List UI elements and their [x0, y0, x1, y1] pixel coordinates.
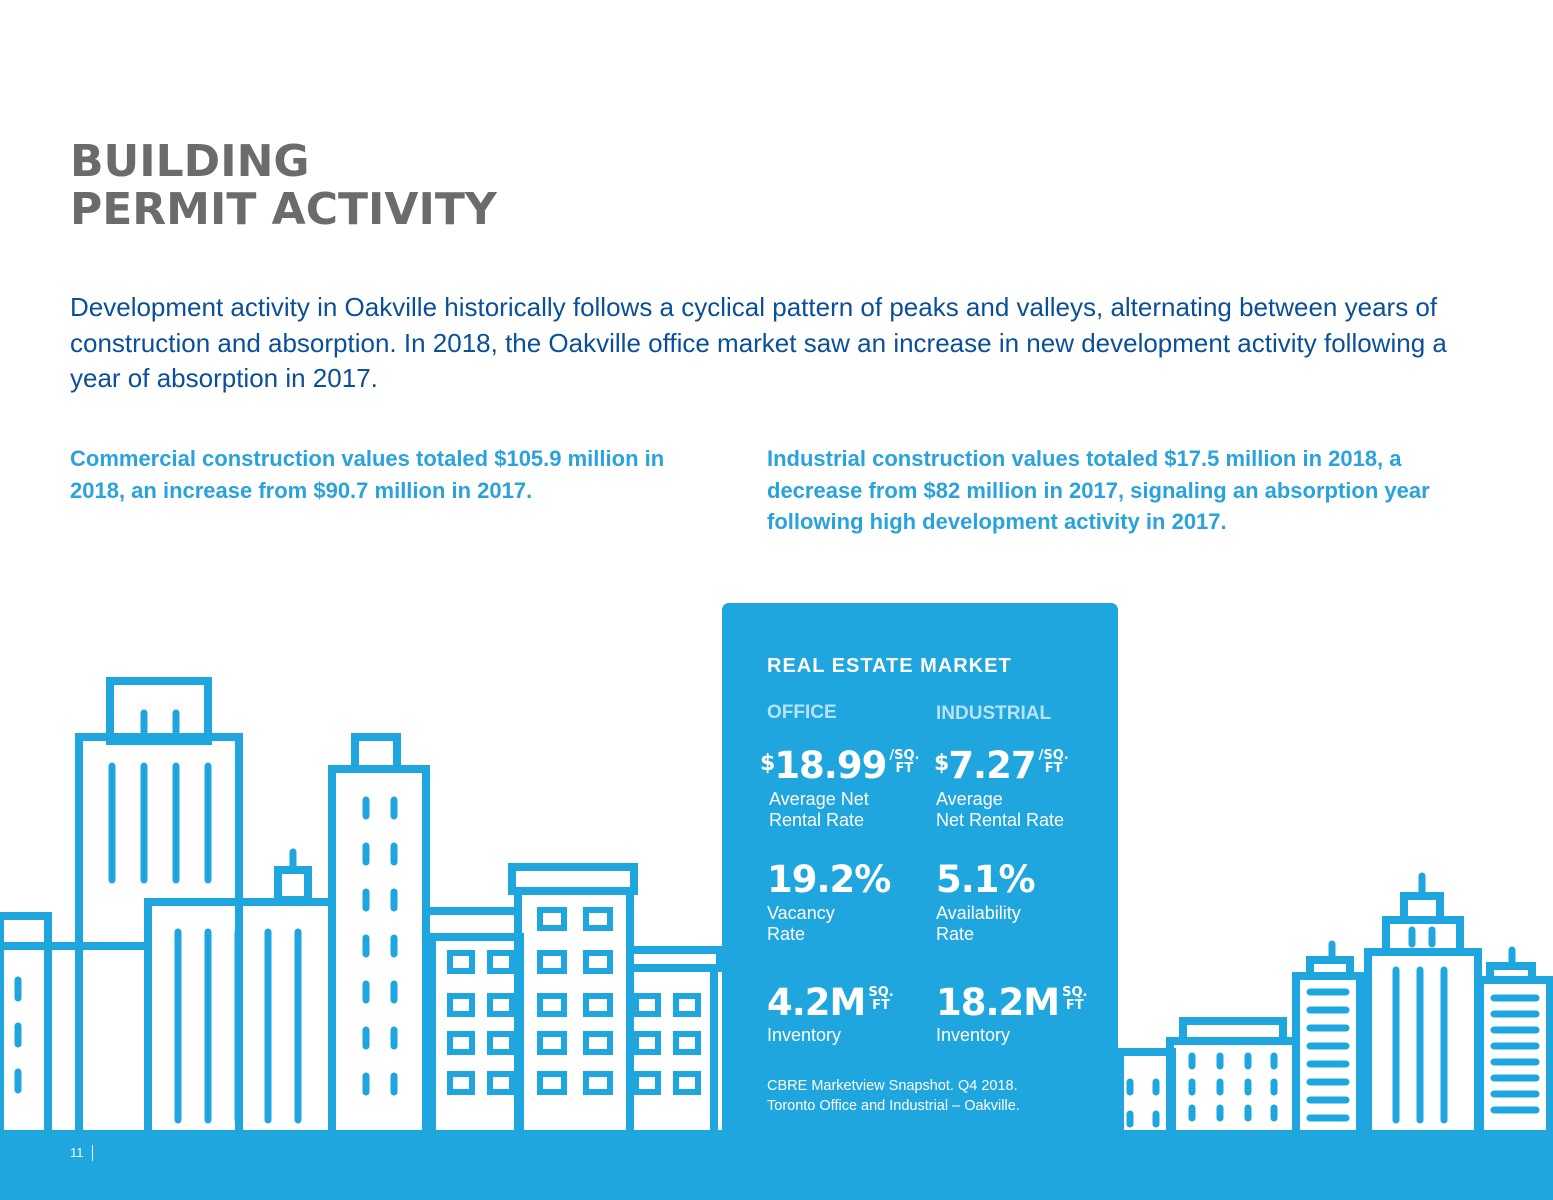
office-inventory-unit [868, 986, 893, 1012]
industrial-rent-currency: $ [934, 751, 949, 776]
industrial-construction-text: Industrial construction values totaled $17.5 million in 2018, a decrease from $82 million in 2017, signaling an absorption year following high development activity in 2017. [767, 446, 1430, 534]
industrial-rent-label-line-1: Average [936, 789, 1003, 809]
source-note [767, 1076, 1020, 1116]
industrial-availability-value: 5.1% [936, 858, 1035, 901]
industrial-rent-unit-bottom: FT [1044, 761, 1063, 776]
office-vacancy-label [767, 903, 835, 945]
industrial-rent-number: 7.27 [948, 744, 1036, 787]
office-rent-number: 18.99 [774, 744, 887, 787]
office-rent-currency: $ [760, 751, 775, 776]
industrial-inventory-number: 18.2M [936, 981, 1060, 1024]
commercial-construction-text: Commercial construction values totaled $105.9 million in 2018, an increase from $90.7 million in 2017. [70, 446, 665, 503]
office-vacancy-label-line-1: Vacancy [767, 903, 835, 923]
office-vacancy-label-line-2: Rate [767, 924, 806, 944]
office-rent-label [769, 789, 869, 831]
office-rent-unit [889, 749, 919, 775]
industrial-availability-label-line-2: Rate [936, 924, 975, 944]
industrial-rent-unit-top: /SQ. [1038, 748, 1069, 763]
office-inventory-value [767, 983, 894, 1023]
office-header: OFFICE [767, 702, 837, 723]
intro-paragraph: Development activity in Oakville historically follows a cyclical pattern of peaks and valleys, alternating between years of construction and absorption. In 2018, the Oakville office market saw an increase in new development activity following a year of absorption in 2017. [70, 292, 1447, 393]
industrial-rent-value [934, 746, 1069, 786]
office-inventory-unit-bottom: FT [872, 998, 890, 1013]
office-inventory-label: Inventory [767, 1025, 842, 1045]
industrial-availability-label-line-1: Availability [936, 903, 1021, 923]
industrial-inventory-unit-top: SQ. [1062, 985, 1088, 1000]
industrial-inventory-unit-bottom: FT [1065, 998, 1084, 1013]
page-title-line-2: PERMIT ACTIVITY [70, 184, 497, 235]
industrial-rent-unit [1039, 749, 1069, 775]
page-title-line-1: BUILDING [70, 136, 310, 187]
office-rent-label-line-1: Average Net [769, 789, 869, 809]
industrial-rent-label [936, 789, 1064, 831]
office-rent-label-line-2: Rental Rate [769, 810, 865, 830]
office-rent-value [760, 746, 919, 786]
industrial-rent-label-line-2: Net Rental Rate [936, 810, 1065, 830]
industrial-header: INDUSTRIAL [936, 703, 1052, 724]
office-rent-unit-top: /SQ. [889, 748, 920, 763]
industrial-inventory-label: Inventory [936, 1025, 1011, 1045]
source-note-line-1: CBRE Marketview Snapshot. Q4 2018. [767, 1078, 1018, 1094]
page-title [70, 138, 497, 234]
real-estate-market-panel [722, 603, 1118, 1143]
panel-title: REAL ESTATE MARKET [767, 655, 1012, 677]
office-inventory-unit-top: SQ. [868, 985, 894, 1000]
office-vacancy-value: 19.2% [767, 858, 891, 901]
office-inventory-number: 4.2M [767, 981, 866, 1024]
industrial-inventory-unit [1062, 986, 1087, 1012]
office-rent-unit-bottom: FT [895, 761, 914, 776]
industrial-availability-label [936, 903, 1021, 945]
page-number: 11 [70, 1145, 93, 1161]
source-note-line-2: Toronto Office and Industrial – Oakville. [767, 1098, 1020, 1114]
industrial-inventory-value [936, 983, 1087, 1023]
